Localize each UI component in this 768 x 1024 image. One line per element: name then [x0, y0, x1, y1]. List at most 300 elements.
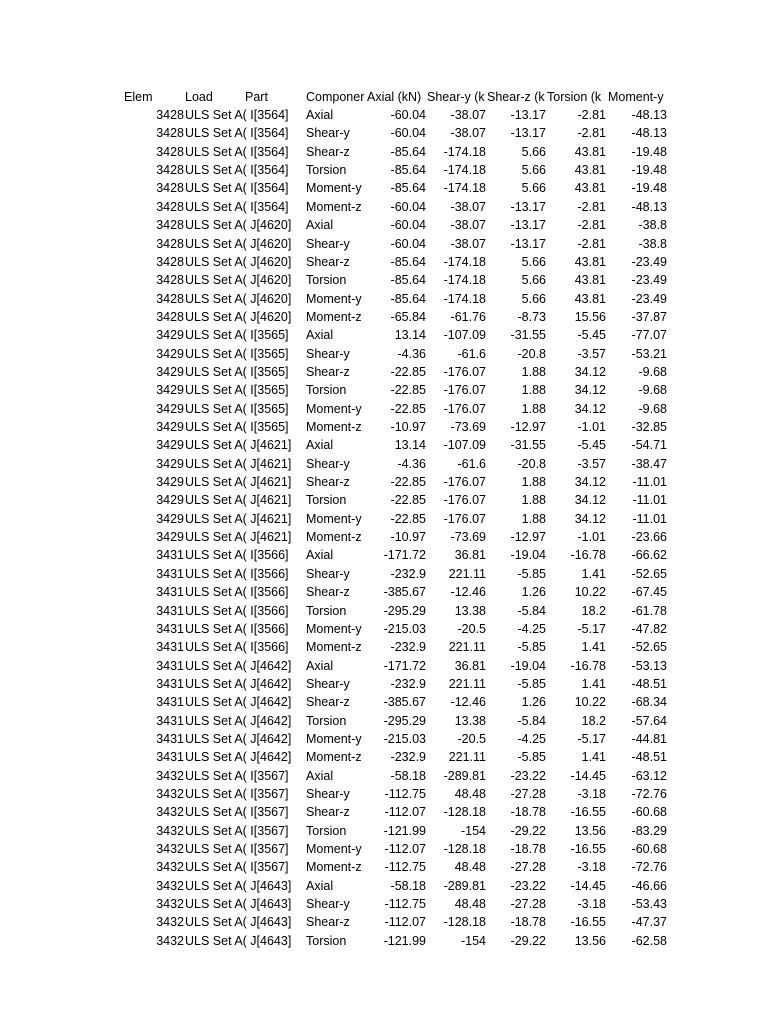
- cell-axial: -171.72: [383, 548, 426, 563]
- cell-moment-y: -48.51: [631, 676, 667, 691]
- cell-component: Shear-y: [306, 236, 350, 251]
- header-axial: Axial (kN): [367, 90, 422, 104]
- table-row: [0, 253, 768, 271]
- cell-elem: 3432: [156, 933, 184, 948]
- cell-component: Shear-z: [306, 805, 350, 820]
- cell-torsion: 43.81: [574, 181, 606, 196]
- table-row: [0, 381, 768, 399]
- cell-moment-y: -48.13: [631, 108, 667, 122]
- table-row: [0, 124, 768, 142]
- cell-shear-z: -13.17: [510, 199, 546, 214]
- table-row: [0, 877, 768, 895]
- cell-torsion: -5.17: [577, 731, 606, 746]
- cell-torsion: 34.12: [574, 364, 606, 379]
- table-row: [0, 840, 768, 858]
- cell-elem: 3428: [156, 236, 184, 251]
- cell-component: Moment-y: [306, 511, 362, 526]
- cell-load-part: ULS Set A( I[3566]: [185, 621, 289, 636]
- cell-shear-z: -29.22: [510, 823, 546, 838]
- cell-axial: -60.04: [390, 108, 426, 122]
- header-torsion: Torsion (k: [547, 90, 602, 104]
- cell-moment-y: -48.13: [631, 126, 667, 141]
- cell-shear-y: -73.69: [450, 420, 486, 434]
- cell-shear-y: -20.5: [457, 731, 486, 746]
- cell-shear-z: 1.26: [521, 695, 546, 710]
- cell-load-part: ULS Set A( J[4620]: [185, 236, 292, 251]
- cell-load-part: ULS Set A( J[4620]: [185, 291, 292, 306]
- table-row: [0, 712, 768, 730]
- cell-load-part: ULS Set A( I[3565]: [185, 420, 289, 434]
- table-row: [0, 271, 768, 289]
- cell-load-part: ULS Set A( I[3567]: [185, 787, 289, 801]
- cell-moment-y: -23.49: [631, 291, 667, 306]
- cell-moment-y: -72.76: [631, 787, 667, 801]
- cell-torsion: -5.45: [577, 438, 606, 453]
- cell-component: Torsion: [306, 273, 347, 288]
- header-part: Part: [245, 90, 268, 104]
- cell-load-part: ULS Set A( J[4621]: [185, 438, 292, 453]
- cell-load-part: ULS Set A( J[4620]: [185, 218, 292, 233]
- cell-axial: -65.84: [390, 309, 426, 324]
- cell-shear-y: 36.81: [454, 548, 486, 563]
- cell-axial: -58.18: [390, 768, 426, 783]
- cell-elem: 3432: [156, 915, 184, 930]
- cell-moment-y: -53.13: [631, 658, 667, 673]
- cell-elem: 3432: [156, 897, 184, 912]
- cell-axial: -215.03: [383, 621, 426, 636]
- cell-moment-y: -9.68: [638, 383, 667, 398]
- cell-elem: 3432: [156, 860, 184, 875]
- cell-component: Moment-y: [306, 731, 362, 746]
- cell-elem: 3432: [156, 787, 184, 801]
- cell-shear-y: -38.07: [450, 218, 486, 233]
- cell-shear-y: -128.18: [443, 805, 486, 820]
- cell-torsion: -3.18: [577, 860, 606, 875]
- cell-component: Moment-z: [306, 750, 362, 765]
- table-row: [0, 693, 768, 711]
- cell-moment-y: -53.21: [631, 346, 667, 361]
- cell-component: Torsion: [306, 163, 347, 178]
- cell-axial: -232.9: [390, 566, 426, 581]
- table-row: [0, 473, 768, 491]
- cell-component: Shear-z: [306, 695, 350, 710]
- cell-axial: -22.85: [390, 364, 426, 379]
- cell-shear-y: -38.07: [450, 108, 486, 122]
- cell-load-part: ULS Set A( I[3567]: [185, 842, 289, 856]
- cell-torsion: -3.18: [577, 787, 606, 801]
- cell-shear-y: 13.38: [454, 713, 486, 728]
- cell-shear-y: -12.46: [450, 695, 486, 710]
- cell-axial: -10.97: [390, 530, 426, 544]
- cell-elem: 3431: [156, 640, 184, 655]
- cell-elem: 3429: [156, 401, 184, 416]
- cell-component: Moment-y: [306, 291, 362, 306]
- cell-moment-y: -60.68: [631, 842, 667, 856]
- cell-shear-z: -20.8: [517, 456, 546, 471]
- cell-load-part: ULS Set A( I[3565]: [185, 364, 289, 379]
- cell-component: Shear-z: [306, 475, 350, 489]
- cell-load-part: ULS Set A( J[4621]: [185, 456, 292, 471]
- cell-load-part: ULS Set A( I[3564]: [185, 163, 289, 178]
- cell-component: Torsion: [306, 603, 347, 618]
- cell-torsion: -16.55: [570, 842, 606, 856]
- cell-load-part: ULS Set A( J[4620]: [185, 309, 292, 324]
- table-row: [0, 235, 768, 253]
- table-row: [0, 767, 768, 785]
- cell-component: Torsion: [306, 713, 347, 728]
- cell-component: Shear-y: [306, 566, 350, 581]
- cell-component: Axial: [306, 328, 334, 343]
- cell-load-part: ULS Set A( I[3567]: [185, 768, 289, 783]
- header-shear-z: Shear-z (k: [487, 90, 545, 104]
- cell-elem: 3429: [156, 456, 184, 471]
- cell-shear-z: -5.85: [517, 750, 546, 765]
- cell-shear-y: 221.11: [448, 566, 486, 581]
- cell-shear-z: -19.04: [510, 658, 546, 673]
- cell-axial: -22.85: [390, 475, 426, 489]
- cell-shear-z: 5.66: [521, 273, 546, 288]
- cell-shear-y: -128.18: [443, 842, 486, 856]
- cell-elem: 3431: [156, 676, 184, 691]
- table-row: [0, 730, 768, 748]
- cell-shear-y: 48.48: [454, 787, 486, 801]
- cell-elem: 3429: [156, 383, 184, 398]
- cell-elem: 3431: [156, 621, 184, 636]
- cell-axial: -171.72: [383, 658, 426, 673]
- cell-component: Torsion: [306, 383, 347, 398]
- cell-shear-y: -107.09: [443, 438, 486, 453]
- cell-load-part: ULS Set A( I[3564]: [185, 126, 289, 141]
- table-row: [0, 620, 768, 638]
- cell-moment-y: -19.48: [631, 163, 667, 178]
- cell-moment-y: -11.01: [632, 493, 667, 508]
- cell-torsion: 34.12: [574, 511, 606, 526]
- cell-axial: -22.85: [390, 511, 426, 526]
- cell-load-part: ULS Set A( I[3564]: [185, 108, 289, 122]
- cell-moment-y: -53.43: [631, 897, 667, 912]
- cell-shear-y: -38.07: [450, 199, 486, 214]
- cell-shear-z: -27.28: [510, 860, 546, 875]
- cell-moment-y: -19.48: [631, 144, 667, 159]
- cell-moment-y: -23.66: [631, 530, 667, 544]
- cell-shear-y: -289.81: [443, 768, 486, 783]
- table-row: [0, 400, 768, 418]
- cell-moment-y: -46.66: [631, 878, 667, 893]
- cell-elem: 3431: [156, 658, 184, 673]
- cell-load-part: ULS Set A( J[4642]: [185, 695, 292, 710]
- cell-load-part: ULS Set A( J[4643]: [185, 878, 292, 893]
- table-row: [0, 510, 768, 528]
- cell-elem: 3429: [156, 420, 184, 434]
- cell-shear-y: 48.48: [454, 860, 486, 875]
- cell-moment-y: -60.68: [631, 805, 667, 820]
- cell-load-part: ULS Set A( I[3567]: [185, 823, 289, 838]
- cell-torsion: -5.45: [577, 328, 606, 343]
- cell-shear-y: -154: [460, 933, 486, 948]
- cell-moment-y: -38.47: [631, 456, 667, 471]
- cell-axial: -112.75: [384, 897, 426, 912]
- cell-axial: -60.04: [390, 218, 426, 233]
- cell-shear-z: -23.22: [510, 768, 546, 783]
- cell-load-part: ULS Set A( I[3565]: [185, 328, 289, 343]
- cell-shear-z: 1.88: [521, 493, 546, 508]
- cell-elem: 3429: [156, 493, 184, 508]
- cell-shear-z: -23.22: [510, 878, 546, 893]
- cell-axial: -295.29: [383, 603, 426, 618]
- cell-component: Moment-z: [306, 640, 362, 655]
- cell-torsion: -2.81: [577, 108, 606, 122]
- cell-axial: -10.97: [390, 420, 426, 434]
- cell-shear-z: -27.28: [510, 787, 546, 801]
- cell-component: Axial: [306, 658, 334, 673]
- cell-torsion: 13.56: [574, 823, 606, 838]
- cell-shear-z: 1.88: [521, 475, 546, 489]
- cell-load-part: ULS Set A( I[3566]: [185, 640, 289, 655]
- cell-torsion: -14.45: [570, 878, 606, 893]
- cell-component: Torsion: [306, 933, 347, 948]
- cell-moment-y: -32.85: [631, 420, 667, 434]
- cell-load-part: ULS Set A( I[3566]: [185, 603, 289, 618]
- cell-shear-z: -31.55: [510, 438, 546, 453]
- cell-shear-y: -73.69: [450, 530, 486, 544]
- cell-moment-y: -9.68: [638, 364, 667, 379]
- table-row: [0, 602, 768, 620]
- cell-shear-z: -12.97: [510, 420, 546, 434]
- cell-shear-y: -61.6: [457, 456, 486, 471]
- cell-shear-y: 221.11: [448, 676, 486, 691]
- cell-axial: -121.99: [383, 823, 426, 838]
- table-row: [0, 198, 768, 216]
- cell-elem: 3432: [156, 823, 184, 838]
- cell-elem: 3432: [156, 878, 184, 893]
- cell-axial: -85.64: [390, 254, 426, 269]
- cell-torsion: 13.56: [574, 933, 606, 948]
- table-row: [0, 345, 768, 363]
- cell-moment-y: -57.64: [631, 713, 667, 728]
- cell-shear-y: 221.11: [448, 640, 486, 655]
- cell-shear-y: -174.18: [443, 273, 486, 288]
- cell-shear-y: -176.07: [443, 493, 486, 508]
- cell-axial: -60.04: [390, 199, 426, 214]
- cell-component: Moment-z: [306, 860, 362, 875]
- cell-torsion: 43.81: [574, 254, 606, 269]
- cell-shear-y: -128.18: [443, 915, 486, 930]
- cell-moment-y: -66.62: [631, 548, 667, 563]
- cell-component: Moment-z: [306, 199, 362, 214]
- cell-axial: -58.18: [390, 878, 426, 893]
- table-row: [0, 179, 768, 197]
- cell-moment-y: -48.13: [631, 199, 667, 214]
- cell-torsion: -16.55: [570, 915, 606, 930]
- cell-shear-z: 5.66: [521, 181, 546, 196]
- header-moment-y: Moment-y: [608, 90, 664, 104]
- cell-shear-y: -174.18: [443, 181, 486, 196]
- cell-axial: -112.75: [384, 787, 426, 801]
- cell-moment-y: -68.34: [631, 695, 667, 710]
- cell-axial: -22.85: [390, 383, 426, 398]
- table-row: [0, 583, 768, 601]
- cell-load-part: ULS Set A( I[3564]: [185, 144, 289, 159]
- cell-axial: 13.14: [394, 328, 426, 343]
- cell-elem: 3429: [156, 328, 184, 343]
- cell-torsion: -5.17: [577, 621, 606, 636]
- cell-component: Shear-z: [306, 364, 350, 379]
- cell-elem: 3428: [156, 181, 184, 196]
- cell-axial: -85.64: [390, 291, 426, 306]
- cell-torsion: -3.57: [577, 346, 606, 361]
- cell-load-part: ULS Set A( I[3565]: [185, 346, 289, 361]
- cell-shear-y: -176.07: [443, 475, 486, 489]
- cell-torsion: -2.81: [577, 199, 606, 214]
- cell-torsion: 15.56: [574, 309, 606, 324]
- cell-shear-z: -4.25: [517, 621, 546, 636]
- cell-moment-y: -62.58: [631, 933, 667, 948]
- cell-axial: -85.64: [390, 181, 426, 196]
- cell-load-part: ULS Set A( I[3567]: [185, 805, 289, 820]
- cell-shear-z: -5.84: [517, 713, 546, 728]
- cell-axial: 13.14: [394, 438, 426, 453]
- cell-component: Moment-z: [306, 420, 362, 434]
- cell-load-part: ULS Set A( I[3565]: [185, 401, 289, 416]
- cell-shear-y: 48.48: [454, 897, 486, 912]
- table-row: [0, 363, 768, 381]
- cell-torsion: 1.41: [581, 566, 606, 581]
- cell-load-part: ULS Set A( I[3564]: [185, 199, 289, 214]
- cell-shear-z: -13.17: [510, 236, 546, 251]
- cell-load-part: ULS Set A( J[4642]: [185, 658, 292, 673]
- cell-shear-z: -29.22: [510, 933, 546, 948]
- cell-elem: 3428: [156, 254, 184, 269]
- cell-shear-z: -27.28: [510, 897, 546, 912]
- cell-component: Axial: [306, 218, 334, 233]
- table-row: [0, 803, 768, 821]
- cell-shear-z: -18.78: [510, 842, 546, 856]
- cell-torsion: 10.22: [574, 695, 606, 710]
- cell-elem: 3428: [156, 126, 184, 141]
- cell-torsion: 1.41: [581, 750, 606, 765]
- cell-load-part: ULS Set A( J[4621]: [185, 530, 292, 544]
- table-row: [0, 455, 768, 473]
- cell-torsion: -3.18: [577, 897, 606, 912]
- cell-shear-z: -5.85: [517, 676, 546, 691]
- cell-component: Shear-y: [306, 346, 350, 361]
- table-row: [0, 638, 768, 656]
- cell-torsion: 34.12: [574, 475, 606, 489]
- table-row: [0, 436, 768, 454]
- cell-load-part: ULS Set A( J[4621]: [185, 493, 292, 508]
- cell-torsion: 43.81: [574, 144, 606, 159]
- cell-elem: 3428: [156, 273, 184, 288]
- cell-shear-y: -61.76: [450, 309, 486, 324]
- cell-component: Shear-z: [306, 585, 350, 600]
- cell-load-part: ULS Set A( I[3566]: [185, 566, 289, 581]
- cell-shear-y: -176.07: [443, 511, 486, 526]
- cell-torsion: -1.01: [577, 530, 606, 544]
- cell-axial: -22.85: [390, 401, 426, 416]
- cell-shear-z: -18.78: [510, 805, 546, 820]
- cell-shear-y: -176.07: [443, 383, 486, 398]
- cell-component: Moment-y: [306, 181, 362, 196]
- cell-axial: -232.9: [390, 750, 426, 765]
- cell-shear-z: -4.25: [517, 731, 546, 746]
- cell-moment-y: -67.45: [631, 585, 667, 600]
- cell-axial: -215.03: [383, 731, 426, 746]
- cell-component: Moment-z: [306, 309, 362, 324]
- cell-shear-z: 1.88: [521, 383, 546, 398]
- cell-elem: 3429: [156, 530, 184, 544]
- cell-torsion: 43.81: [574, 291, 606, 306]
- cell-shear-z: -12.97: [510, 530, 546, 544]
- cell-elem: 3431: [156, 750, 184, 765]
- cell-component: Shear-y: [306, 787, 350, 801]
- cell-shear-z: -5.84: [517, 603, 546, 618]
- cell-elem: 3429: [156, 364, 184, 379]
- cell-axial: -60.04: [390, 126, 426, 141]
- cell-moment-y: -61.78: [631, 603, 667, 618]
- table-row: [0, 143, 768, 161]
- cell-axial: -112.75: [384, 860, 426, 875]
- cell-component: Shear-z: [306, 144, 350, 159]
- cell-torsion: -16.78: [570, 658, 606, 673]
- cell-moment-y: -37.87: [631, 309, 667, 324]
- cell-load-part: ULS Set A( I[3567]: [185, 860, 289, 875]
- header-elem: Elem: [124, 90, 153, 104]
- cell-axial: -112.07: [384, 915, 426, 930]
- table-row: [0, 326, 768, 344]
- cell-load-part: ULS Set A( J[4620]: [185, 273, 292, 288]
- cell-torsion: -16.55: [570, 805, 606, 820]
- cell-shear-z: -13.17: [510, 218, 546, 233]
- cell-shear-z: -13.17: [510, 126, 546, 141]
- header-row: [0, 88, 768, 106]
- cell-torsion: -1.01: [577, 420, 606, 434]
- cell-shear-y: 221.11: [448, 750, 486, 765]
- cell-moment-y: -48.51: [631, 750, 667, 765]
- cell-shear-y: -174.18: [443, 144, 486, 159]
- cell-load-part: ULS Set A( I[3564]: [185, 181, 289, 196]
- cell-load-part: ULS Set A( J[4643]: [185, 897, 292, 912]
- cell-elem: 3428: [156, 199, 184, 214]
- cell-torsion: 34.12: [574, 493, 606, 508]
- cell-elem: 3428: [156, 309, 184, 324]
- cell-elem: 3432: [156, 805, 184, 820]
- table-row: [0, 418, 768, 436]
- cell-load-part: ULS Set A( J[4642]: [185, 750, 292, 765]
- cell-moment-y: -63.12: [631, 768, 667, 783]
- cell-moment-y: -23.49: [631, 254, 667, 269]
- table-row: [0, 748, 768, 766]
- cell-axial: -232.9: [390, 640, 426, 655]
- cell-axial: -4.36: [397, 456, 426, 471]
- cell-component: Moment-z: [306, 530, 362, 544]
- cell-component: Shear-z: [306, 254, 350, 269]
- cell-load-part: ULS Set A( J[4642]: [185, 676, 292, 691]
- cell-axial: -112.07: [384, 842, 426, 856]
- cell-load-part: ULS Set A( I[3566]: [185, 548, 289, 563]
- cell-elem: 3429: [156, 511, 184, 526]
- cell-shear-z: -18.78: [510, 915, 546, 930]
- cell-moment-y: -72.76: [631, 860, 667, 875]
- cell-elem: 3428: [156, 163, 184, 178]
- cell-elem: 3429: [156, 346, 184, 361]
- cell-elem: 3428: [156, 144, 184, 159]
- cell-axial: -232.9: [390, 676, 426, 691]
- cell-axial: -85.64: [390, 163, 426, 178]
- cell-elem: 3428: [156, 108, 184, 122]
- table-row: [0, 491, 768, 509]
- cell-elem: 3431: [156, 603, 184, 618]
- cell-load-part: ULS Set A( J[4642]: [185, 713, 292, 728]
